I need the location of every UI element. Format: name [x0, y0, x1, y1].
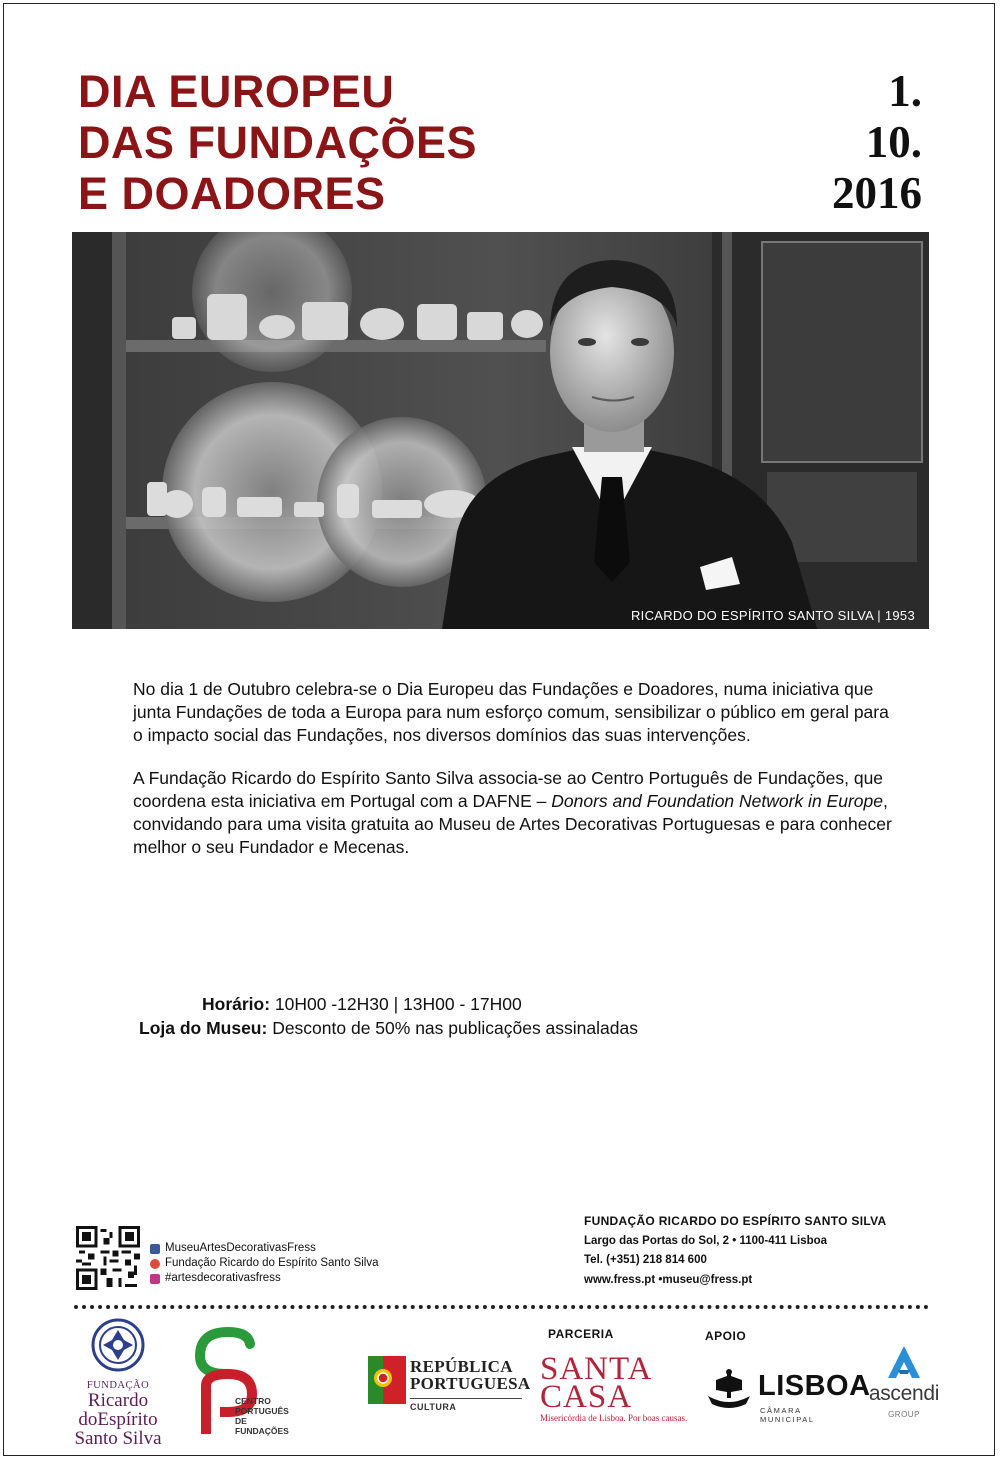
shop-label: Loja do Museu: [139, 1018, 268, 1038]
body-text [133, 678, 903, 879]
title-line-1: DIA EUROPEU [78, 66, 395, 117]
photo-caption: RICARDO DO ESPÍRITO SANTO SILVA | 1953 [630, 608, 915, 623]
portugal-flag-icon [368, 1356, 406, 1404]
rp-divider [410, 1398, 522, 1399]
foundation-web[interactable]: www.fress.pt •museu@fress.pt [584, 1273, 753, 1286]
cpf-line-2: PORTUGUÊS [235, 1406, 289, 1416]
google-handle: Fundação Ricardo do Espírito Santo Silva [165, 1257, 379, 1269]
ascendi-logo [858, 1344, 950, 1424]
paragraph-2-end: , convidando para uma visita gratuita ao Museu de Artes Decorativas Portuguesas e para conhecer melhor o seu Fundador e Mecenas. [133, 791, 892, 857]
hours-label: Horário: [202, 994, 271, 1014]
fress-logo [68, 1318, 168, 1448]
shop-info [139, 1016, 638, 1040]
ascendi-triangle-icon [858, 1344, 950, 1384]
fress-logo-line-1: Ricardo [87, 1390, 149, 1411]
fress-logo-small: FUNDAÇÃO [86, 1380, 150, 1391]
paragraph-2-italic: Donors and Foundation Network in Europe [551, 791, 883, 811]
instagram-link[interactable] [150, 1271, 379, 1286]
contact-block [584, 1212, 886, 1290]
cpf-logo-text [235, 1396, 302, 1436]
foundation-address: Largo das Portas do Sol, 2 • 1100-411 Lisboa [584, 1234, 828, 1247]
fress-emblem-icon [91, 1318, 145, 1372]
santa-casa-line-2: CASA [540, 1379, 633, 1415]
founder-photo [72, 232, 929, 629]
lisboa-word: LISBOA [758, 1370, 871, 1402]
instagram-icon [150, 1274, 160, 1284]
paragraph-1: No dia 1 de Outubro celebra-se o Dia Europeu das Fundações e Doadores, numa iniciativa que junta Fundações de toda a Europa para num esforço comum, sensibilizar o público em geral para o impacto social das Fundações, nos diversos domínios das suas intervenções. [133, 679, 889, 745]
foundation-name: FUNDAÇÃO RICARDO DO ESPÍRITO SANTO SILVA [584, 1214, 887, 1228]
lisboa-ship-icon [704, 1368, 754, 1412]
date-year: 2016 [832, 168, 922, 218]
rp-logo-text [410, 1358, 530, 1392]
cpf-line-1: CENTRO [235, 1396, 271, 1406]
cpf-logo [192, 1326, 302, 1434]
santa-casa-line-1: SANTA [540, 1351, 653, 1387]
dotted-divider [74, 1305, 929, 1309]
rp-line-1: REPÚBLICA [410, 1357, 513, 1376]
paragraph-2 [133, 767, 903, 859]
social-links [150, 1241, 379, 1286]
google-plus-icon [150, 1259, 160, 1269]
partnership-label: PARCERIA [548, 1327, 614, 1341]
support-label: APOIO [705, 1329, 747, 1343]
ascendi-sub: GROUP [888, 1410, 920, 1419]
title-line-2: DAS FUNDAÇÕES [78, 117, 478, 168]
facebook-link[interactable] [150, 1241, 379, 1256]
santa-casa-sub: Misericórdia de Lisboa. Por boas causas. [540, 1413, 688, 1423]
lisboa-logo [704, 1368, 871, 1424]
event-title [78, 66, 477, 219]
lisboa-sub: CÂMARA MUNICIPAL [760, 1406, 815, 1424]
hours-row [202, 992, 522, 1016]
date-month: 10. [865, 117, 922, 167]
santa-casa-logo [540, 1351, 700, 1425]
republica-portuguesa-logo [368, 1356, 531, 1416]
rp-sub: CULTURA [410, 1402, 457, 1412]
qr-code[interactable] [76, 1226, 140, 1290]
facebook-icon [150, 1244, 160, 1254]
instagram-handle: #artesdecorativasfress [165, 1272, 281, 1284]
date-day: 1. [888, 66, 922, 116]
opening-hours [202, 992, 522, 1016]
google-link[interactable] [150, 1256, 379, 1271]
shop-value: Desconto de 50% nas publicações assinaladas [267, 1018, 638, 1038]
event-date [832, 66, 922, 219]
fress-logo-line-2: doEspírito [78, 1409, 158, 1430]
foundation-phone: Tel. (+351) 218 814 600 [584, 1254, 707, 1266]
title-line-3: E DOADORES [78, 168, 386, 219]
rp-line-2: PORTUGUESA [410, 1374, 531, 1393]
fress-logo-line-3: Santo Silva [74, 1428, 162, 1449]
cpf-line-3: DE FUNDAÇÕES [235, 1416, 289, 1436]
hours-value: 10H00 -12H30 | 13H00 - 17H00 [270, 994, 522, 1014]
founder-photo-image [72, 232, 929, 629]
shop-row [139, 1016, 638, 1040]
ascendi-word: ascendi [868, 1382, 940, 1405]
paragraph-2-start: A Fundação Ricardo do Espírito Santo Silva associa-se ao Centro Português de Fundações, que coordena esta iniciativa em Portugal com a DAFNE – [133, 768, 884, 811]
facebook-handle: MuseuArtesDecorativasFress [165, 1242, 316, 1254]
